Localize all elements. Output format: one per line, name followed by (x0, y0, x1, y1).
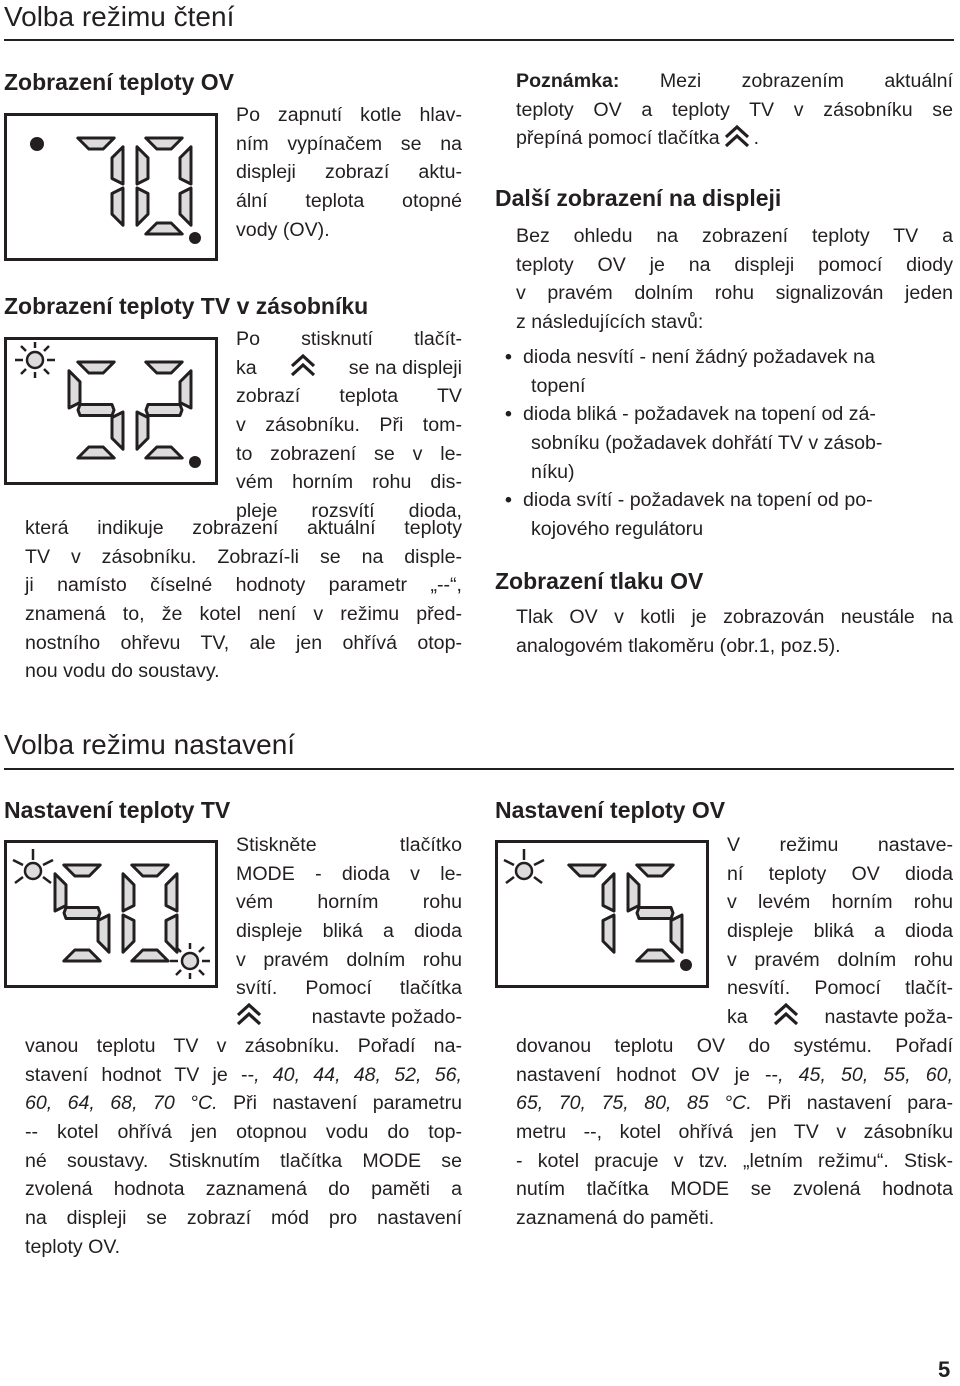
tv-display-text-side: Po stisknutí tlačít- ka se na displeji zobrazí teplota TV v zásobníku. Při tom- to zobrazení se v le- vém horním rohu dis- pleje rozsvítí dioda, (236, 328, 462, 523)
double-chevron-up-icon (290, 354, 316, 376)
segment-a (64, 865, 100, 876)
segment-b (112, 147, 123, 184)
tv-setting-text-full: vanou teplotu TV v zásobníku. Pořadí na- stavení hodnot TV je --, 40, 44, 48, 52, 56, 60, 64, 68, 70 °C. Při nastavení parametru -- kotel ohřívá jen otopnou vodu do top- né soustavy. Stisknutím tlačítka MODE se zvolená hodnota zaznamená do paměti a na displeji se zobrazí mód pro nastavení teploty OV. (25, 1035, 462, 1258)
led-blinking-icon (13, 849, 53, 883)
segment-b (112, 371, 123, 408)
segment-g (64, 908, 100, 919)
segment-e (69, 412, 80, 449)
segment-g (637, 908, 673, 919)
segment-d (78, 447, 114, 458)
segment-c (180, 188, 191, 225)
list-item: • dioda svítí - požadavek na topení od po- (505, 489, 873, 512)
segment-a (146, 138, 182, 149)
segment-g (146, 181, 182, 192)
segment-d (569, 950, 605, 961)
segment-f (560, 874, 571, 911)
segment-b (98, 874, 109, 911)
note-block: Poznámka: Mezi zobrazením aktuální teploty OV a teploty TV v zásobníku se přepíná pomocí tlačítka . (516, 70, 953, 150)
segment-a (637, 865, 673, 876)
segment-e (137, 188, 148, 225)
segment-f (55, 874, 66, 911)
segment-g (132, 908, 168, 919)
decimal-dot (680, 959, 692, 971)
list-item: • dioda nesvítí - není žádný požadavek na (505, 346, 875, 368)
segment-d (132, 950, 168, 961)
tv-setting-text-side: Stiskněte tlačítko MODE - dioda v le- vém horním rohu displeje bliká a dioda v pravém dolním rohu svítí. Pomocí tlačítka nastavte požado- (236, 834, 462, 1029)
heading-tv-display: Zobrazení teploty TV v zásobníku (4, 293, 369, 319)
segment-a (132, 865, 168, 876)
lcd-display-tv-setting (4, 840, 218, 988)
ov-display-text: Po zapnutí kotle hlav- ním vypínačem se na displeji zobrazí aktu- ální teplota otopné vody (OV). (236, 104, 462, 241)
pressure-text: Tlak OV v kotli je zobrazován neustále na analogovém tlakoměru (obr.1, poz.5). (516, 606, 953, 657)
segment-c (603, 915, 614, 952)
segment-e (123, 915, 134, 952)
lcd-segments (498, 843, 706, 985)
decimal-dot (189, 232, 201, 244)
segment-f (69, 147, 80, 184)
segment-d (64, 950, 100, 961)
lcd-segments (7, 843, 215, 985)
status-bullet-list: • dioda nesvítí - není žádný požadavek na topení • dioda bliká - požadavek na topení od zá- sobníku (požadavek dohřátí TV v zásob- níku) • dioda svítí - požadavek na topení od po- kojového regulátoru (505, 343, 953, 544)
led-sun-icon (15, 342, 55, 378)
decimal-dot (189, 456, 201, 468)
heading-ov-setting: Nastavení teploty OV (495, 797, 726, 823)
segment-d (637, 950, 673, 961)
lcd-display-ov (4, 113, 218, 261)
section-rule (4, 768, 954, 770)
segment-d (146, 447, 182, 458)
segment-f (123, 874, 134, 911)
segment-a (569, 865, 605, 876)
segment-e (628, 915, 639, 952)
led-blinking-icon (504, 849, 544, 883)
double-chevron-up-icon (236, 1003, 262, 1025)
ov-setting-text-full: dovanou teplotu OV do systému. Pořadí nastavení hodnot OV je --, 45, 50, 55, 60, 65, 70, 75, 80, 85 °C. Při nastavení para- metru --, kotel ohřívá jen TV v zásobníku - kotel pracuje v tzv. „letním režimu“. Stisk- nutím tlačítka MODE se zvolená hodnota zaznamená do paměti. (516, 1035, 954, 1230)
segment-c (98, 915, 109, 952)
segment-f (137, 147, 148, 184)
segment-a (146, 362, 182, 373)
led-dot-icon (30, 137, 44, 151)
double-chevron-up-icon (724, 125, 750, 147)
section-title-reading: Volba režimu čtení (4, 1, 235, 32)
segment-a (78, 362, 114, 373)
section-title-setting: Volba režimu nastavení (4, 729, 296, 760)
segment-c (112, 412, 123, 449)
section-rule (4, 39, 954, 41)
lcd-display-ov-setting (495, 840, 709, 988)
segment-e (560, 915, 571, 952)
lcd-display-tv (4, 337, 218, 485)
segment-f (69, 371, 80, 408)
segment-g (569, 908, 605, 919)
heading-tv-setting: Nastavení teploty TV (4, 797, 231, 823)
heading-ov-display: Zobrazení teploty OV (4, 69, 235, 95)
segment-b (180, 147, 191, 184)
tv-display-text-full: která indikuje zobrazení aktuální teploty TV v zásobníku. Zobrazí-li se na disple- ji namísto číselné hodnoty parametr „--“, znamená to, že kotel není v režimu před- nostního ohřevu TV, ale jen ohřívá otop- nou vodu do soustavy. (25, 517, 462, 683)
segment-e (137, 412, 148, 449)
other-displays-text: Bez ohledu na zobrazení teploty TV a teploty OV je na displeji pomocí diody v pravém dolním rohu signalizován jeden z následujících stavů: (516, 225, 953, 334)
heading-other-displays: Další zobrazení na displeji (495, 185, 782, 211)
ov-setting-text-side: V režimu nastave- ní teploty OV dioda v levém horním rohu displeje bliká a dioda v pravém dolním rohu nesvítí. Pomocí tlačít- ka nastavte poža- (727, 834, 953, 1029)
segment-g (78, 181, 114, 192)
segment-f (137, 371, 148, 408)
note-label: Poznámka: (516, 70, 620, 92)
segment-e (69, 188, 80, 225)
segment-c (112, 188, 123, 225)
segment-e (55, 915, 66, 952)
segment-c (671, 915, 682, 952)
segment-b (180, 371, 191, 408)
lcd-segments (7, 116, 215, 258)
segment-a (78, 138, 114, 149)
segment-b (603, 874, 614, 911)
page-number: 5 (938, 1357, 951, 1382)
double-chevron-up-icon (773, 1003, 799, 1025)
lcd-segments (7, 340, 215, 482)
segment-g (146, 405, 182, 416)
led-sun-icon (170, 943, 210, 979)
segment-d (146, 223, 182, 234)
heading-pressure: Zobrazení tlaku OV (495, 568, 704, 594)
list-item: • dioda bliká - požadavek na topení od zá- (505, 403, 876, 426)
segment-d (78, 223, 114, 234)
segment-g (78, 405, 114, 416)
segment-b (671, 874, 682, 911)
segment-c (166, 915, 177, 952)
segment-f (628, 874, 639, 911)
segment-c (180, 412, 191, 449)
segment-b (166, 874, 177, 911)
